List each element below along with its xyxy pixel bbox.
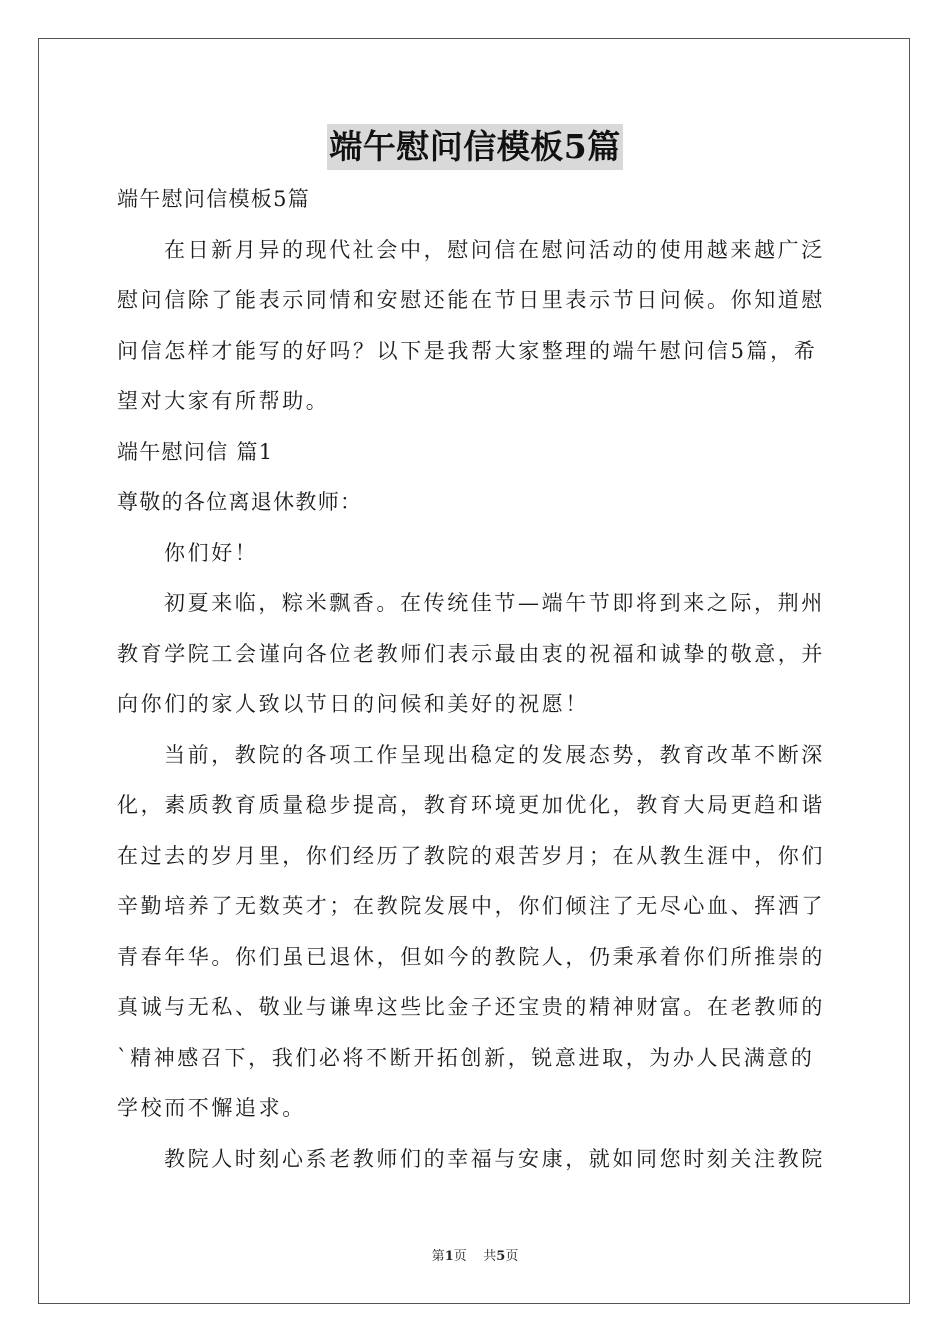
body-line: 当前，教院的各项工作呈现出稳定的发展态势，教育改革不断深 (164, 742, 825, 767)
footer-mid: 页 共 (453, 1249, 497, 1264)
body-line: 初夏来临，粽米飘香。在传统佳节—端午节即将到来之际，荆州 (164, 591, 825, 615)
body-line: 化，素质教育质量稳步提高，教育环境更加优化，教育大局更趋和谐 (117, 793, 825, 817)
body-line: 端午慰问信模板5篇 (117, 187, 311, 211)
body-line: 你们好！ (164, 540, 259, 565)
body-line: 教育学院工会谨向各位老教师们表示最由衷的祝福和诚挚的敬意，并 (117, 641, 825, 666)
page-footer (0, 1245, 950, 1264)
footer-current-page: 1 (444, 1249, 454, 1264)
footer-prefix: 第 (431, 1249, 445, 1264)
footer-total-pages: 5 (496, 1249, 506, 1264)
body-line: 青春年华。你们虽已退休，但如今的教院人，仍秉承着你们所推崇的 (117, 944, 825, 969)
document-body (117, 178, 833, 1188)
body-line: 辛勤培养了无数英才；在教院发展中，你们倾注了无尽心血、挥洒了 (117, 894, 825, 918)
body-line: 问信怎样才能写的好吗？以下是我帮大家整理的端午慰问信5篇，希 (117, 338, 818, 363)
body-line: 端午慰问信 篇1 (117, 439, 274, 464)
body-line: 慰问信除了能表示同情和安慰还能在节日里表示节日问候。你知道慰 (117, 288, 825, 312)
document-title: 端午慰问信模板5篇 (327, 124, 622, 170)
body-line: 学校而不懈追求。 (117, 1096, 306, 1120)
body-line: `精神感召下，我们必将不断开拓创新，锐意进取，为办人民满意的 (117, 1045, 815, 1070)
title-container (0, 124, 950, 170)
footer-suffix: 页 (505, 1249, 519, 1264)
body-line: 在日新月异的现代社会中，慰问信在慰问活动的使用越来越广泛 (164, 237, 825, 262)
body-line: 望对大家有所帮助。 (117, 389, 330, 413)
body-line: 教院人时刻心系老教师们的幸福与安康，就如同您时刻关注教院 (164, 1146, 825, 1171)
body-line: 向你们的家人致以节日的问候和美好的祝愿！ (117, 692, 589, 716)
body-line: 尊敬的各位离退休教师： (117, 490, 363, 514)
body-line: 真诚与无私、敬业与谦卑这些比金子还宝贵的精神财富。在老教师的 (117, 995, 825, 1019)
body-line: 在过去的岁月里，你们经历了教院的艰苦岁月；在从教生涯中，你们 (117, 843, 825, 868)
